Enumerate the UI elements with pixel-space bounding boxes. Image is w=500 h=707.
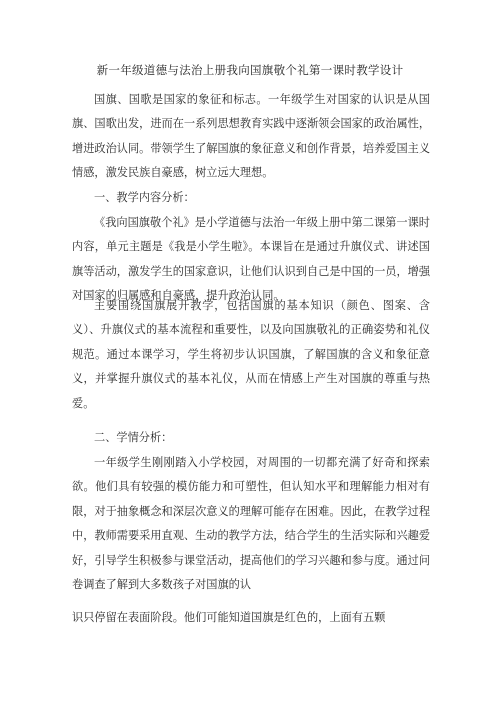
- content-analysis-paragraph-2: 主要围绕国旗展开教学，包括国旗的基本知识（颜色、图案、含义）、升旗仪式的基本流程和重要性，以及向国旗敬礼的正确姿势和礼仪规范。通过本课学习，学生将初步认识国旗，了解国旗的含义和象征意义，并掌握升旗仪式的基本礼仪，从而在情感上产生对国旗的尊重与热爱。: [72, 299, 430, 410]
- intro-paragraph: 国旗、国歌是国家的象征和标志。一年级学生对国家的认识是从国旗、国歌出发，进而在一系列思想教育实践中逐渐领会国家的政治属性，增进政治认同。带领学生了解国旗的象征意义和创作背景，培养爱国主义情感，激发民族自豪感，树立远大理想。: [72, 93, 431, 180]
- student-analysis-paragraph-2: 识只停留在表面阶段。他们可能知道国旗是红色的，上面有五颗: [72, 611, 386, 624]
- student-analysis-paragraph-1: 一年级学生刚刚踏入小学校园，对周围的一切都充满了好奇和探索欲。他们具有较强的模仿能力和可塑性，但认知水平和理解能力相对有限，对于抽象概念和深层次意义的理解可能存在困难。因此，在教学过程中，教师需要采用直观、生动的教学方法，结合学生的生活实际和兴趣爱好，引导学生积极参与课堂活动，提高他们的学习兴趣和参与度。通过问卷调查了解到大多数孩子对国旗的认: [72, 456, 431, 592]
- section-heading-content-analysis: 一、教学内容分析：: [94, 191, 195, 204]
- section-heading-student-analysis: 二、学情分析：: [94, 431, 173, 444]
- document-title: 新一年级道德与法治上册我向国旗敬个礼第一课时教学设计: [96, 63, 404, 77]
- content-analysis-paragraph-1: 《我向国旗敬个礼》是小学道德与法治一年级上册中第二课第一课时内容，单元主题是《我是小学生啦》。本课旨在是通过升旗仪式、讲述国旗等活动，激发学生的国家意识，让他们认识到自己是中国的一员，增强对国家的归属感和自豪感，提升政治认同。: [72, 216, 431, 303]
